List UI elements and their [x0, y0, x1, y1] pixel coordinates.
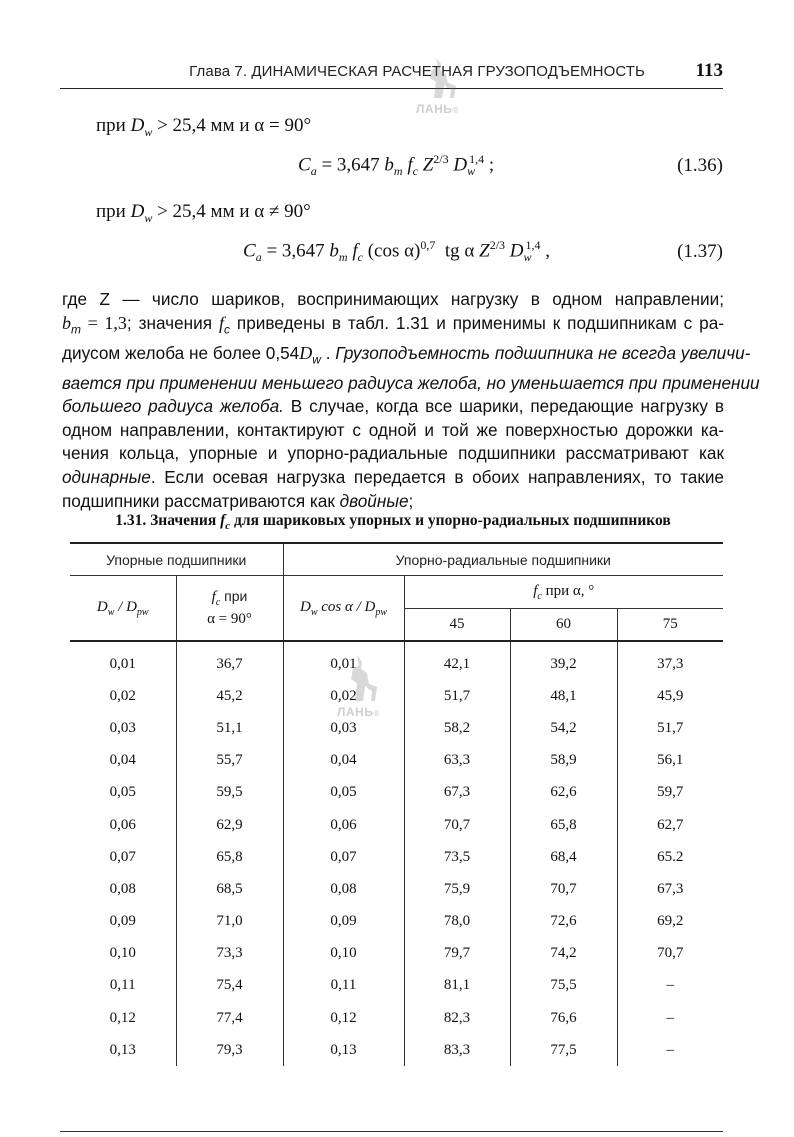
- header-dw-cos-dpw: [283, 576, 404, 642]
- header-angle-60: 60: [510, 609, 617, 642]
- publisher-watermark-table: [337, 653, 387, 721]
- italic-capacity: Грузоподъемность подшипника не всегда увеличи-: [335, 342, 751, 363]
- formula-lhs-sub: a: [255, 250, 262, 265]
- text-radius: диусом желоба не более 0,54: [62, 342, 300, 363]
- table-cell: 0,11: [70, 970, 176, 1002]
- table-cell: 0,06: [70, 809, 176, 841]
- formula-cos-sup: 0,7: [420, 238, 436, 252]
- table-cell: 83,3: [404, 1034, 510, 1066]
- formula-coef: = 3,647: [316, 154, 385, 176]
- table-cell: 0,09: [70, 906, 176, 938]
- table-cell: 62,6: [510, 777, 617, 809]
- table-cell: 73,5: [404, 841, 510, 873]
- formula-z: Z: [422, 154, 434, 176]
- table-cell: 45,9: [617, 680, 723, 712]
- table-cell: 62,7: [617, 809, 723, 841]
- table-cell: 0,05: [70, 777, 176, 809]
- table-cell: 54,2: [510, 712, 617, 744]
- col2-alpha: α = 90°: [207, 611, 252, 627]
- italic-text: вается при применении меньшего радиуса желоба, но уменьшается при применении: [62, 372, 760, 393]
- table-cell: –: [617, 970, 723, 1002]
- table-cell: 63,3: [404, 745, 510, 777]
- formula-tail: ,: [540, 240, 551, 262]
- col1-mid: / D: [114, 598, 137, 615]
- table-cell: 79,3: [176, 1034, 283, 1066]
- table-cell: 0,13: [70, 1034, 176, 1066]
- formula-coef: = 3,647: [261, 240, 330, 262]
- table-cell: 0,09: [283, 906, 404, 938]
- table-row: [70, 809, 723, 841]
- table-cell: 0,03: [283, 712, 404, 744]
- values-table: [70, 542, 723, 1066]
- table-cell: 48,1: [510, 680, 617, 712]
- header-fc-alpha: [404, 576, 723, 609]
- table-row: [70, 641, 723, 680]
- condition-var: D: [130, 115, 145, 136]
- running-header: [60, 58, 723, 89]
- formula-z-sup: 2/3: [489, 238, 506, 252]
- table-row: [70, 938, 723, 970]
- table-cell: 51,7: [404, 680, 510, 712]
- col3-d: D: [299, 598, 311, 615]
- header-fc-alpha90: [176, 576, 283, 642]
- page-number: 113: [695, 60, 723, 81]
- col1-sub: w: [107, 606, 115, 618]
- table-cell: 75,9: [404, 873, 510, 905]
- table-cell: 45,2: [176, 680, 283, 712]
- para-line-4: [62, 372, 760, 396]
- text-dot: .: [320, 342, 336, 363]
- table-cell: 56,1: [617, 745, 723, 777]
- subgroup-rest: при α, °: [541, 582, 595, 599]
- table-cell: 36,7: [176, 641, 283, 680]
- col1-sub2: pw: [136, 606, 149, 618]
- caption-end: для шариковых упорных и упорно-радиальных подшипников: [230, 512, 671, 529]
- table-cell: 69,2: [617, 906, 723, 938]
- table-cell: 58,2: [404, 712, 510, 744]
- italic-text: большего радиуса желоба.: [62, 396, 284, 417]
- table-cell: 65.2: [617, 841, 723, 873]
- col3-sub2: pw: [375, 606, 388, 618]
- formula-f-sub: c: [357, 250, 363, 265]
- formula-f: f: [407, 154, 413, 176]
- header-dw-dpw: [70, 576, 176, 642]
- para-line-8: [62, 466, 724, 490]
- table-cell: 67,3: [404, 777, 510, 809]
- condition-line-1: [96, 114, 311, 144]
- table-row: [70, 906, 723, 938]
- caption-start: 1.31. Значения: [115, 512, 221, 529]
- table-row: [70, 1034, 723, 1066]
- para-line-1: где Z — число шариков, воспринимающих нагрузку в одном направлении;: [62, 289, 724, 309]
- formula-lhs-sub: a: [310, 164, 317, 179]
- table-cell: 78,0: [404, 906, 510, 938]
- formula-b-sub: m: [393, 164, 403, 179]
- watermark-reg: ®: [452, 106, 459, 115]
- table-cell: 65,8: [176, 841, 283, 873]
- formula-d-sub: w: [523, 250, 532, 265]
- table-cell: 59,7: [617, 777, 723, 809]
- deer-logo-icon: [416, 56, 466, 100]
- table-row: [70, 1002, 723, 1034]
- formula-z: Z: [479, 240, 490, 262]
- table-cell: 37,3: [617, 641, 723, 680]
- equation-number-1-36: (1.36): [677, 155, 723, 176]
- formula-cos: (cos α): [362, 240, 421, 262]
- table-cell: 0,06: [283, 809, 404, 841]
- publisher-watermark: [416, 56, 466, 118]
- table-row: [70, 970, 723, 1002]
- table-cell: 77,5: [510, 1034, 617, 1066]
- condition-sub: w: [144, 210, 153, 225]
- footer-rule: [60, 1131, 723, 1132]
- table-caption: [62, 512, 724, 533]
- table-cell: 58,9: [510, 745, 617, 777]
- formula-d-sub: w: [467, 164, 476, 179]
- formula-b: b: [329, 240, 339, 262]
- italic-double: двойные: [339, 490, 409, 511]
- body-paragraph: [62, 288, 760, 513]
- table-cell: 0,11: [283, 970, 404, 1002]
- para-line-5: [62, 395, 724, 419]
- var-b-sub: m: [71, 322, 81, 337]
- text-rest: подшипники рассматриваются как: [62, 490, 340, 511]
- table-cell: –: [617, 1002, 723, 1034]
- table-cell: 42,1: [404, 641, 510, 680]
- table-cell: 51,1: [176, 712, 283, 744]
- table-cell: 75,4: [176, 970, 283, 1002]
- var-f-sub: c: [224, 322, 230, 337]
- table-cell: 73,3: [176, 938, 283, 970]
- table-cell: 0,04: [283, 745, 404, 777]
- table-cell: 82,3: [404, 1002, 510, 1034]
- caption-f: f: [220, 512, 226, 529]
- table-cell: 51,7: [617, 712, 723, 744]
- var-f: f: [218, 312, 224, 333]
- para-line-2: [62, 312, 724, 342]
- header-angle-45: 45: [404, 609, 510, 642]
- table-cell: 0,01: [283, 641, 404, 680]
- table-body: [70, 641, 723, 1066]
- text-rest: В случае, когда все шарики, передающие нагрузку в: [283, 396, 724, 417]
- text-rest: приведены в табл. 1.31 и применимы к подшипникам с ра-: [230, 312, 725, 333]
- table-cell: 81,1: [404, 970, 510, 1002]
- table-cell: 39,2: [510, 641, 617, 680]
- table-cell: 71,0: [176, 906, 283, 938]
- deer-logo-icon: [337, 653, 387, 703]
- table-cell: 0,12: [283, 1002, 404, 1034]
- text-rest: . Если осевая нагрузка передается в обоих направлениях, то такие: [150, 467, 724, 488]
- col2-f: f: [211, 589, 216, 605]
- formula-tg: tg α: [435, 240, 480, 262]
- chapter-title: Глава 7. ДИНАМИЧЕСКАЯ РАСЧЕТНАЯ ГРУЗОПОДЪЕМНОСТЬ: [189, 63, 645, 80]
- table-cell: 62,9: [176, 809, 283, 841]
- formula-d: D: [453, 154, 468, 176]
- table-cell: 0,03: [70, 712, 176, 744]
- table-cell: 74,2: [510, 938, 617, 970]
- table-cell: 0,10: [70, 938, 176, 970]
- table-cell: 0,01: [70, 641, 176, 680]
- table-cell: 0,02: [283, 680, 404, 712]
- formula-1-37: [243, 238, 550, 265]
- formula-f-sub: c: [412, 164, 418, 179]
- table-row: [70, 745, 723, 777]
- table-cell: 0,02: [70, 680, 176, 712]
- table-cell: 70,7: [404, 809, 510, 841]
- table-cell: 59,5: [176, 777, 283, 809]
- table-cell: 75,5: [510, 970, 617, 1002]
- formula-lhs: C: [298, 154, 311, 176]
- condition-line-2: [96, 200, 311, 230]
- table-cell: 0,04: [70, 745, 176, 777]
- table-cell: 0,07: [70, 841, 176, 873]
- para-line-3: [62, 342, 751, 372]
- header-angular-bearings: Упорно-радиальные подшипники: [283, 543, 723, 576]
- header-angle-75: 75: [617, 609, 723, 642]
- value-1-3: = 1,3: [81, 312, 127, 333]
- formula-d: D: [509, 240, 524, 262]
- formula-d-sup: 1,4: [469, 152, 485, 166]
- table-cell: 70,7: [510, 873, 617, 905]
- subgroup-sub: c: [537, 590, 542, 602]
- formula-1-36: [298, 152, 494, 179]
- caption-f-sub: c: [225, 520, 231, 533]
- condition-var: D: [130, 201, 145, 222]
- col3-sub: w: [310, 606, 318, 618]
- text-values: ; значения: [126, 312, 219, 333]
- para-line-9: [62, 490, 724, 514]
- equation-number-1-37: (1.37): [677, 241, 723, 262]
- condition-sub: w: [144, 124, 153, 139]
- formula-z-sup: 2/3: [433, 152, 449, 166]
- table-row: [70, 712, 723, 744]
- subgroup-f: f: [533, 582, 538, 599]
- para-line-7: чения кольца, упорные и упорно-радиальные подшипники рассматривают как: [62, 443, 724, 464]
- watermark-text: ЛАНЬ: [416, 102, 453, 116]
- table-cell: 55,7: [176, 745, 283, 777]
- formula-b: b: [384, 154, 394, 176]
- formula-b-sub: m: [338, 250, 348, 265]
- italic-single: одинарные: [62, 467, 151, 488]
- col2-sub: c: [215, 597, 221, 608]
- table-cell: 72,6: [510, 906, 617, 938]
- para-line-6: одном направлении, контактируют с одной и той же поверхностью дорожки ка-: [62, 419, 724, 440]
- table-row: [70, 680, 723, 712]
- formula-tail: ;: [484, 154, 495, 176]
- formula-lhs: C: [243, 240, 256, 262]
- formula-d-sup: 1,4: [525, 238, 541, 252]
- condition-rest: > 25,4 мм и α ≠ 90°: [152, 201, 311, 222]
- table-cell: 0,08: [70, 873, 176, 905]
- col1-d: D: [96, 598, 108, 615]
- table-cell: 67,3: [617, 873, 723, 905]
- table-cell: –: [617, 1034, 723, 1066]
- table-cell: 79,7: [404, 938, 510, 970]
- header-axial-bearings: Упорные подшипники: [70, 543, 283, 576]
- table-cell: 68,4: [510, 841, 617, 873]
- table-cell: 0,12: [70, 1002, 176, 1034]
- table-cell: 0,08: [283, 873, 404, 905]
- condition-rest: > 25,4 мм и α = 90°: [152, 115, 312, 136]
- condition-prefix: при: [96, 201, 131, 222]
- var-d: D: [299, 342, 313, 363]
- table-row: [70, 777, 723, 809]
- table-row: [70, 841, 723, 873]
- table-cell: 0,05: [283, 777, 404, 809]
- table-cell: 0,07: [283, 841, 404, 873]
- text-semicolon: ;: [408, 490, 414, 511]
- table-cell: 76,6: [510, 1002, 617, 1034]
- var-b: b: [62, 312, 71, 333]
- watermark-text: ЛАНЬ: [337, 705, 374, 719]
- table-cell: 68,5: [176, 873, 283, 905]
- col3-mid: cos α / D: [317, 598, 376, 615]
- col2-at: при: [220, 588, 248, 604]
- table-cell: 77,4: [176, 1002, 283, 1034]
- var-d-sub: w: [312, 352, 321, 367]
- table-row: [70, 873, 723, 905]
- table-cell: 0,10: [283, 938, 404, 970]
- condition-prefix: при: [96, 115, 131, 136]
- table-cell: 70,7: [617, 938, 723, 970]
- watermark-reg: ®: [373, 709, 380, 718]
- table-cell: 0,13: [283, 1034, 404, 1066]
- formula-f: f: [352, 240, 358, 262]
- table-cell: 65,8: [510, 809, 617, 841]
